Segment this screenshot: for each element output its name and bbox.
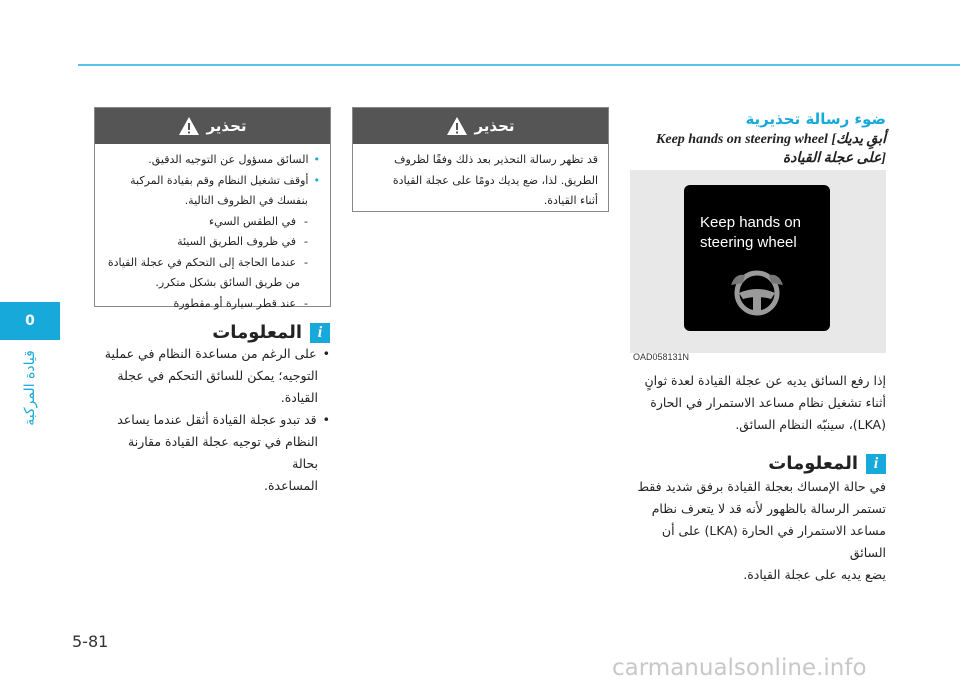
info-right [630,453,886,586]
info-item-line: • على الرغم من مساعدة النظام في عملية [100,343,330,365]
warning-dash: - عند قطر سيارة أو مقطورة [105,294,320,315]
warning-dash: - في الطقس السيء [105,212,320,233]
info-line: مساعد الاستمرار في الحارة (LKA) على أن السائق [661,523,886,560]
info-item-line: التوجيه؛ يمكن للسائق التحكم في عجلة [117,368,318,383]
warning-bullet-cont: بنفسك في الظروف التالية. [184,194,308,207]
warning-header [95,108,330,144]
section-subtitle-2: [على عجلة القيادة [782,151,886,166]
chapter-side-label: قيادة المركبة [22,350,38,426]
para-line: (LKA)، سينبّه النظام السائق. [735,417,886,432]
info-item-line: المساعدة. [263,478,318,493]
lka-paragraph [630,370,886,436]
para-line: إذا رفع السائق يديه عن عجلة القيادة لعدة ثوانٍ [644,373,886,388]
info-line: يضع يديه على عجلة القيادة. [743,567,886,582]
steering-wheel-icon [727,265,787,317]
section-subtitle-1: أبقِ يديك] Keep hands on steering wheel [656,132,886,147]
warning-title: تحذير [474,117,515,135]
para-line: أثناء تشغيل نظام مساعد الاستمرار في الحارة [650,395,886,410]
warning-dash: - في ظروف الطريق السيئة [105,232,320,253]
info-heading-text: المعلومات [768,453,858,474]
info-icon: i [310,323,330,343]
warning-line: أثناء القيادة. [543,194,598,207]
header-rule [78,64,960,66]
warning-title: تحذير [206,117,247,135]
warning-triangle-icon [178,116,200,136]
warning-triangle-icon [446,116,468,136]
cluster-figure [630,170,886,353]
info-item-line: • قد تبدو عجلة القيادة أثقل عندما يساعد [100,409,330,431]
info-icon: i [866,454,886,474]
warning-line: الطريق. لذا، ضع يديك دومًا على عجلة القيادة [392,173,598,187]
warning-dash-cont: من طريق السائق بشكل متكرر. [155,276,300,289]
lka-section [630,110,886,168]
warning-line: قد تظهر رسالة التحذير بعد ذلك وفقًا لظروف [394,153,598,166]
watermark: carmanualsonline.info [612,655,867,681]
warning-bullet: • أوقف تشغيل النظام وقم بقيادة المركبة [105,171,320,192]
page-number: 5-81 [72,632,109,651]
chapter-number: 0 [25,313,35,329]
warning-header [353,108,608,144]
warning-bullet: • السائق مسؤول عن التوجيه الدقيق. [105,150,320,171]
screen-line-1: Keep hands on [700,214,801,231]
chapter-tab[interactable] [0,302,60,340]
warning-box-left [94,107,331,310]
section-title: ضوء رسالة تحذيرية [745,110,886,128]
screen-line-2: steering wheel [700,234,797,251]
info-item-line: القيادة. [280,390,318,405]
info-heading [630,453,886,474]
figure-code: OAD058131N [633,352,690,362]
info-heading-text: المعلومات [212,322,302,343]
info-left [100,322,330,497]
info-line: تستمر الرسالة بالظهور لأنه قد لا يتعرف نظام [651,501,886,516]
warning-box-middle [352,107,609,212]
cluster-screen [684,185,830,331]
info-item-line: النظام في توجيه عجلة القيادة مقارنة بحالة [128,434,318,471]
warning-dash: - عندما الحاجة إلى التحكم في عجلة القيادة [105,253,320,274]
info-heading [100,322,330,343]
info-line: في حالة الإمساك بعجلة القيادة برفق شديد فقط [637,479,886,494]
